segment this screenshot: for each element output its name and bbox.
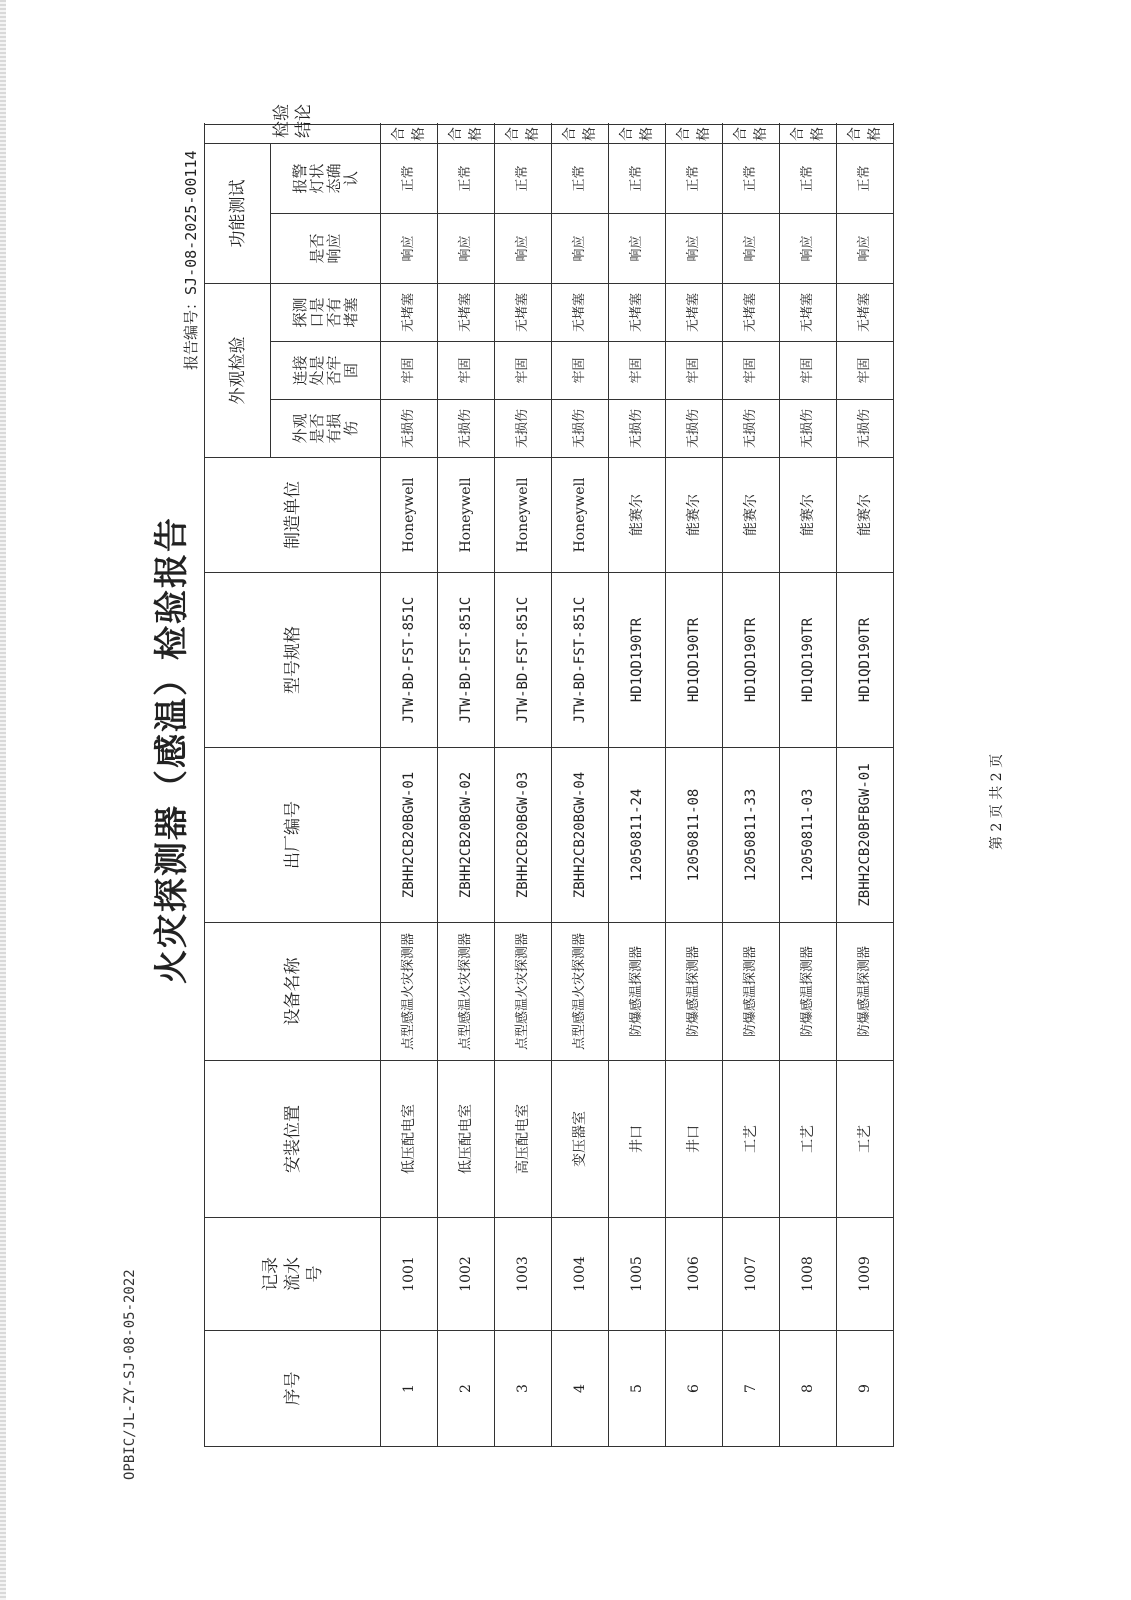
cell-model: JTW-BD-FST-851C <box>381 573 438 748</box>
cell-record-no: 1007 <box>723 1218 780 1331</box>
table-row <box>609 124 666 1446</box>
cell-location: 井口 <box>609 1061 666 1218</box>
cell-factory-no: ZBHH2CB20BGW-04 <box>552 748 609 923</box>
cell-location: 变压器室 <box>552 1061 609 1218</box>
cell-blockage: 无堵塞 <box>609 283 666 341</box>
cell-conclusion: 合格 <box>495 124 552 143</box>
cell-location: 高压配电室 <box>495 1061 552 1218</box>
table-body <box>381 124 894 1446</box>
cell-record-no: 1009 <box>837 1218 894 1331</box>
table-row <box>780 124 837 1446</box>
cell-response: 响应 <box>609 213 666 283</box>
cell-connection: 牢固 <box>723 342 780 400</box>
cell-connection: 牢固 <box>552 342 609 400</box>
cell-response: 响应 <box>723 213 780 283</box>
inspection-table <box>204 103 894 1447</box>
header-conclusion: 检验结论 <box>205 124 381 143</box>
cell-device-name: 防爆感温探测器 <box>609 923 666 1061</box>
cell-record-no: 1002 <box>438 1218 495 1331</box>
cell-device-name: 防爆感温探测器 <box>837 923 894 1061</box>
cell-factory-no: ZBHH2CB20BFBGW-01 <box>837 748 894 923</box>
cell-location: 工艺 <box>723 1061 780 1218</box>
header-function-response: 是否响应 <box>271 213 381 283</box>
table-row <box>381 124 438 1446</box>
cell-seq: 4 <box>552 1331 609 1447</box>
cell-manufacturer: Honeywell <box>552 458 609 573</box>
table-row <box>666 124 723 1446</box>
cell-blockage: 无堵塞 <box>666 283 723 341</box>
cell-response: 响应 <box>438 213 495 283</box>
cell-manufacturer: Honeywell <box>438 458 495 573</box>
cell-manufacturer: 能赛尔 <box>609 458 666 573</box>
cell-alarm-status: 正常 <box>780 143 837 213</box>
cell-model: HD1QD190TR <box>723 573 780 748</box>
cell-factory-no: 12050811-08 <box>666 748 723 923</box>
table-row <box>495 124 552 1446</box>
cell-record-no: 1005 <box>609 1218 666 1331</box>
cell-factory-no: ZBHH2CB20BGW-03 <box>495 748 552 923</box>
cell-factory-no: ZBHH2CB20BGW-02 <box>438 748 495 923</box>
cell-conclusion: 合格 <box>609 124 666 143</box>
cell-conclusion: 合格 <box>723 124 780 143</box>
cell-alarm-status: 正常 <box>609 143 666 213</box>
cell-response: 响应 <box>666 213 723 283</box>
cell-connection: 牢固 <box>666 342 723 400</box>
cell-record-no: 1008 <box>780 1218 837 1331</box>
cell-model: HD1QD190TR <box>609 573 666 748</box>
cell-conclusion: 合格 <box>552 124 609 143</box>
report-title: 火灾探测器（感温）检验报告 <box>152 516 192 984</box>
cell-model: HD1QD190TR <box>837 573 894 748</box>
table-row <box>723 124 780 1446</box>
cell-device-name: 防爆感温探测器 <box>666 923 723 1061</box>
cell-connection: 牢固 <box>780 342 837 400</box>
cell-location: 低压配电室 <box>438 1061 495 1218</box>
cell-alarm-status: 正常 <box>495 143 552 213</box>
header-appearance-group: 外观检验 <box>205 283 271 457</box>
header-device-name: 设备名称 <box>205 923 381 1061</box>
cell-location: 工艺 <box>837 1061 894 1218</box>
cell-damage: 无损伤 <box>495 400 552 458</box>
cell-seq: 8 <box>780 1331 837 1447</box>
cell-seq: 5 <box>609 1331 666 1447</box>
cell-damage: 无损伤 <box>780 400 837 458</box>
cell-factory-no: 12050811-24 <box>609 748 666 923</box>
header-record-no: 记录流水号 <box>205 1218 381 1331</box>
cell-damage: 无损伤 <box>666 400 723 458</box>
cell-connection: 牢固 <box>381 342 438 400</box>
cell-blockage: 无堵塞 <box>780 283 837 341</box>
header-factory-no: 出厂编号 <box>205 748 381 923</box>
cell-response: 响应 <box>381 213 438 283</box>
cell-device-name: 点型感温火灾探测器 <box>552 923 609 1061</box>
cell-record-no: 1006 <box>666 1218 723 1331</box>
cell-model: JTW-BD-FST-851C <box>438 573 495 748</box>
cell-conclusion: 合格 <box>780 124 837 143</box>
cell-location: 低压配电室 <box>381 1061 438 1218</box>
cell-model: JTW-BD-FST-851C <box>552 573 609 748</box>
cell-alarm-status: 正常 <box>381 143 438 213</box>
cell-manufacturer: 能赛尔 <box>666 458 723 573</box>
header-manufacturer: 制造单位 <box>205 458 381 573</box>
cell-device-name: 点型感温火灾探测器 <box>381 923 438 1061</box>
cell-conclusion: 合格 <box>381 124 438 143</box>
header-seq: 序号 <box>205 1331 381 1447</box>
cell-record-no: 1003 <box>495 1218 552 1331</box>
cell-response: 响应 <box>780 213 837 283</box>
report-number-label: 报告编号： <box>182 294 200 370</box>
cell-location: 工艺 <box>780 1061 837 1218</box>
cell-manufacturer: Honeywell <box>495 458 552 573</box>
cell-connection: 牢固 <box>609 342 666 400</box>
page-footer: 第 2 页 共 2 页 <box>989 753 1005 850</box>
cell-record-no: 1001 <box>381 1218 438 1331</box>
report-number-value: SJ-08-2025-00114 <box>182 150 200 295</box>
cell-device-name: 防爆感温探测器 <box>780 923 837 1061</box>
cell-seq: 1 <box>381 1331 438 1447</box>
cell-connection: 牢固 <box>837 342 894 400</box>
cell-connection: 牢固 <box>438 342 495 400</box>
cell-seq: 6 <box>666 1331 723 1447</box>
cell-model: HD1QD190TR <box>780 573 837 748</box>
cell-location: 井口 <box>666 1061 723 1218</box>
cell-blockage: 无堵塞 <box>837 283 894 341</box>
cell-response: 响应 <box>552 213 609 283</box>
header-appearance-blockage: 探测口是否有堵塞 <box>271 283 381 341</box>
header-function-alarm: 报警灯状态确认 <box>271 143 381 213</box>
cell-manufacturer: Honeywell <box>381 458 438 573</box>
header-appearance-connection: 连接处是否牢固 <box>271 342 381 400</box>
cell-damage: 无损伤 <box>438 400 495 458</box>
cell-record-no: 1004 <box>552 1218 609 1331</box>
cell-damage: 无损伤 <box>723 400 780 458</box>
cell-connection: 牢固 <box>495 342 552 400</box>
cell-response: 响应 <box>495 213 552 283</box>
header-row-group <box>205 124 271 1446</box>
header-appearance-damage: 外观是否有损伤 <box>271 400 381 458</box>
cell-damage: 无损伤 <box>609 400 666 458</box>
cell-damage: 无损伤 <box>381 400 438 458</box>
header-model: 型号规格 <box>205 573 381 748</box>
cell-manufacturer: 能赛尔 <box>723 458 780 573</box>
cell-damage: 无损伤 <box>837 400 894 458</box>
report-number <box>180 150 201 370</box>
cell-conclusion: 合格 <box>438 124 495 143</box>
cell-device-name: 点型感温火灾探测器 <box>495 923 552 1061</box>
cell-conclusion: 合格 <box>837 124 894 143</box>
cell-alarm-status: 正常 <box>837 143 894 213</box>
header-location: 安装位置 <box>205 1061 381 1218</box>
cell-manufacturer: 能赛尔 <box>780 458 837 573</box>
cell-blockage: 无堵塞 <box>495 283 552 341</box>
cell-alarm-status: 正常 <box>552 143 609 213</box>
table-row <box>552 124 609 1446</box>
cell-blockage: 无堵塞 <box>438 283 495 341</box>
cell-seq: 9 <box>837 1331 894 1447</box>
cell-seq: 7 <box>723 1331 780 1447</box>
cell-model: HD1QD190TR <box>666 573 723 748</box>
cell-factory-no: 12050811-33 <box>723 748 780 923</box>
cell-seq: 2 <box>438 1331 495 1447</box>
cell-response: 响应 <box>837 213 894 283</box>
cell-blockage: 无堵塞 <box>381 283 438 341</box>
cell-factory-no: ZBHH2CB20BGW-01 <box>381 748 438 923</box>
table-row <box>438 124 495 1446</box>
cell-alarm-status: 正常 <box>666 143 723 213</box>
header-function-group: 功能测试 <box>205 143 271 283</box>
cell-alarm-status: 正常 <box>438 143 495 213</box>
cell-conclusion: 合格 <box>666 124 723 143</box>
cell-blockage: 无堵塞 <box>552 283 609 341</box>
cell-factory-no: 12050811-03 <box>780 748 837 923</box>
table-row <box>837 124 894 1446</box>
form-code: OPBIC/JL-ZY-SJ-08-05-2022 <box>122 1269 138 1480</box>
cell-device-name: 防爆感温探测器 <box>723 923 780 1061</box>
cell-blockage: 无堵塞 <box>723 283 780 341</box>
cell-damage: 无损伤 <box>552 400 609 458</box>
cell-seq: 3 <box>495 1331 552 1447</box>
cell-model: JTW-BD-FST-851C <box>495 573 552 748</box>
cell-device-name: 点型感温火灾探测器 <box>438 923 495 1061</box>
cell-manufacturer: 能赛尔 <box>837 458 894 573</box>
cell-alarm-status: 正常 <box>723 143 780 213</box>
